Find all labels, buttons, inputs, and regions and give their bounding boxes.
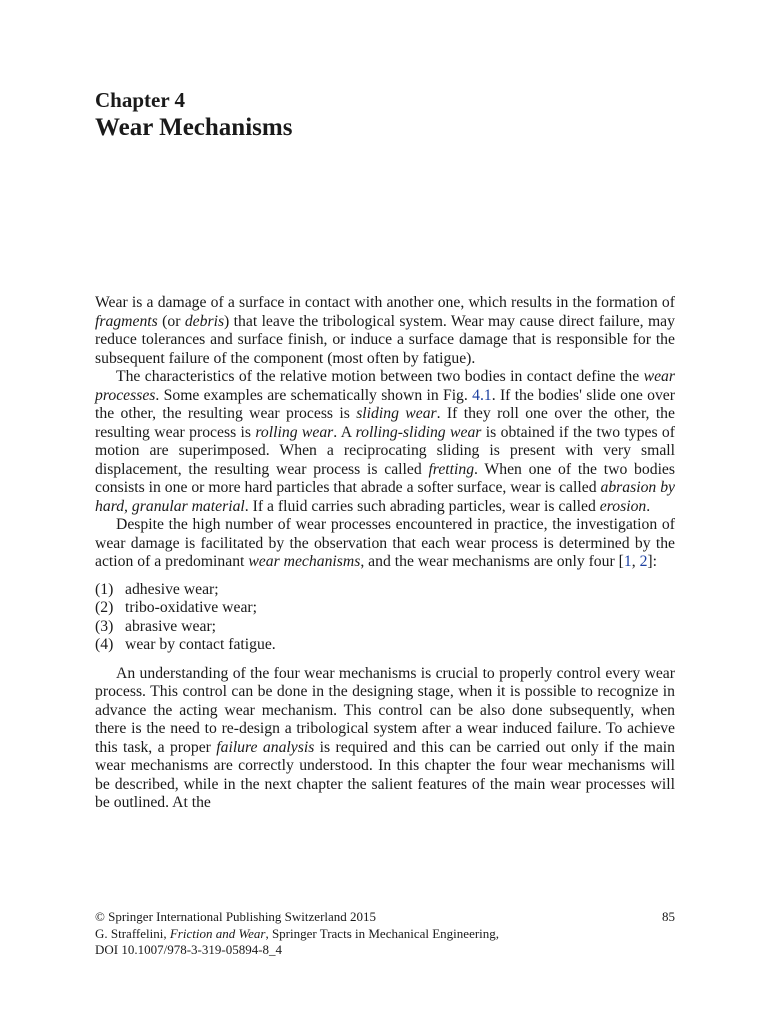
citation-link-2[interactable]: 2 (639, 553, 648, 570)
list-item: (2) tribo-oxidative wear; (95, 599, 257, 617)
chapter-label: Chapter 4 (95, 88, 186, 112)
footer (95, 909, 675, 959)
paragraph-4: An understanding of the four wear mechanisms is crucial to properly control every wear process. This control can be done in the designing stage, when it is possible to recognize in advance the acting wear mechanism. This control can be also done subsequently, when there is the need to re-design a tribological system after a wear induced failure. To achieve this task, a proper failure analysis is required and this can be carried out only if the main wear mechanisms are correctly understood. In this chapter the four wear mechanisms will be described, while in the next chapter the salient features of the main wear processes will be outlined. At the (95, 664, 675, 812)
wear-mechanism-list (95, 581, 675, 655)
copyright-line: © Springer International Publishing Switzerland 2015 (95, 909, 377, 924)
list-item: (3) abrasive wear; (95, 617, 217, 635)
chapter-title: Wear Mechanisms (95, 114, 293, 141)
paragraph-2: The characteristics of the relative motion between two bodies in contact define the wear processes. Some examples are schematically shown in Fig. 4.1. If the bodies' slide one over the other, the resulting wear process is sliding wear. If they roll one over the other, the resulting wear process is rolling wear. A rolling-sliding wear is obtained if the two types of motion are superimposed. When a reciprocating sliding is present with very small displacement, the resulting wear process is called fretting. When one of the two bodies consists in one or more hard particles that abrade a softer surface, wear is called abrasion by hard, granular material. If a fluid carries such abrading particles, wear is called erosion. (95, 368, 676, 515)
citation-link-1[interactable]: 1 (623, 553, 632, 570)
paragraph-1: Wear is a damage of a surface in contact with another one, which results in the formation of fragments (or debris) that leave the tribological system. Wear may cause direct failure, may reduce tolerances and surface finish, or induce a surface damage that is responsible for the subsequent failure of the component (most often by fatigue). (95, 294, 675, 367)
citation-line: G. Straffelini, Friction and Wear, Springer Tracts in Mechanical Engineering, (95, 925, 500, 941)
page-number: 85 (662, 909, 675, 924)
list-item: (4) wear by contact fatigue. (95, 636, 276, 654)
paragraph-3: Despite the high number of wear processes encountered in practice, the investigation of wear damage is facilitated by the observation that each wear process is determined by the action of a predominant wear mechanisms, and the wear mechanisms are only four [1, 2]: (95, 516, 675, 570)
body-text (95, 294, 675, 813)
figure-link[interactable]: 4.1 (472, 386, 492, 404)
doi-line: DOI 10.1007/978-3-319-05894-8_4 (95, 942, 283, 957)
list-item: (1) adhesive wear; (95, 580, 219, 598)
